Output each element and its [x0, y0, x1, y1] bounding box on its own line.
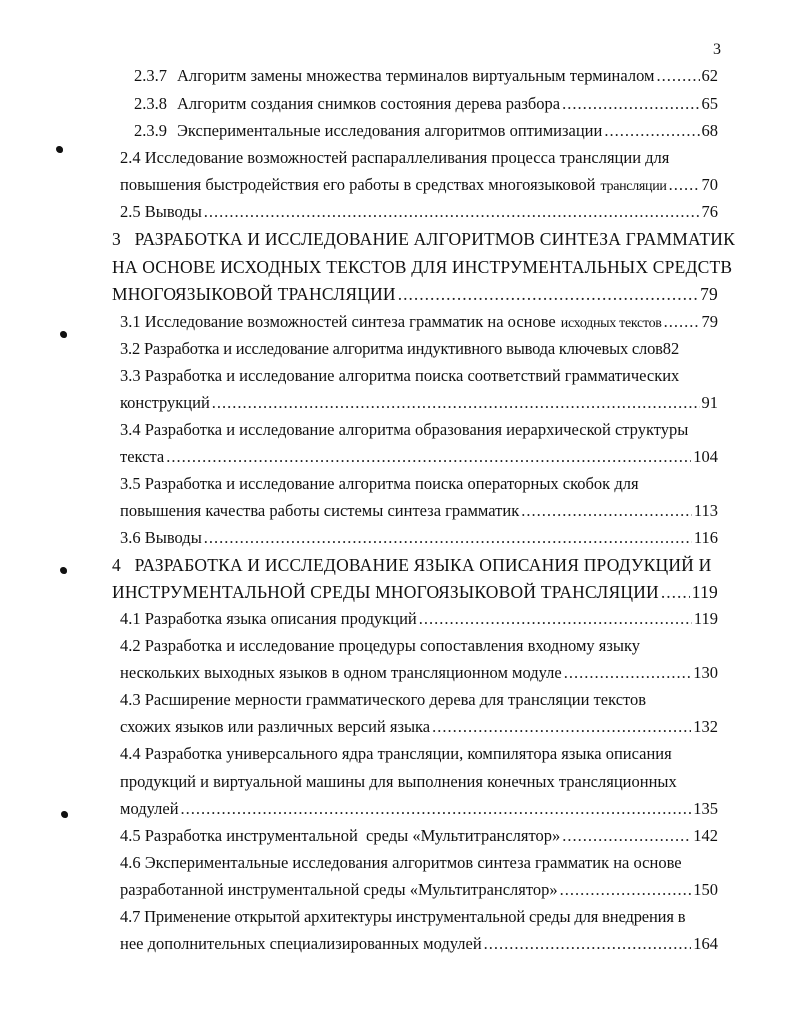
toc-entry-page: 82 [662, 339, 680, 358]
toc-entry-title: 3 РАЗРАБОТКА И ИССЛЕДОВАНИЕ АЛГОРИТМОВ СИНТЕЗА ГРАММАТИК [112, 229, 735, 249]
toc-entry-page: 142 [693, 826, 718, 845]
dot-leader [564, 660, 692, 686]
dot-leader [562, 823, 691, 849]
toc-entry-page: 70 [701, 175, 718, 194]
toc-entry-title: нее дополнительных специализированных модулей [120, 934, 482, 953]
toc-entry-title: повышения быстродействия его работы в средствах многоязыковой [120, 175, 596, 194]
toc-entry-3-2[interactable] [120, 336, 718, 362]
dot-leader [521, 498, 692, 524]
dot-leader [432, 714, 691, 740]
toc-entry-title: повышения качества работы системы синтеза грамматик [120, 501, 520, 520]
dot-leader [604, 118, 699, 144]
toc-entry-page: 164 [693, 934, 718, 953]
toc-entry-number: 2.3.9 [134, 121, 167, 140]
toc-entry-title: 4.1 Разработка языка описания продукций [120, 609, 417, 628]
toc-entry-page: 132 [693, 717, 718, 736]
toc-entry-title: 2.5 Выводы [120, 202, 202, 221]
toc-entry-title: 3.6 Выводы [120, 528, 202, 547]
toc-entry-page: 113 [693, 501, 718, 520]
toc-entry-page: 65 [701, 94, 718, 113]
toc-entry-2-3-8[interactable] [134, 91, 718, 117]
dot-leader [661, 579, 690, 605]
toc-entry-title: 4.2 Разработка и исследование процедуры сопоставления входному языку [120, 636, 641, 655]
toc-entry-title: продукций и виртуальной машины для выполнения конечных трансляционных [120, 772, 677, 791]
toc-entry-page: 119 [691, 582, 718, 602]
toc-entry-title: трансляции [600, 179, 667, 194]
toc-entry-title: исходных текстов [560, 316, 662, 331]
toc-entry-title: 3.1 Исследование возможностей синтеза грамматик на основе [120, 312, 556, 331]
dot-leader [204, 199, 700, 225]
toc-entry-2-3-7[interactable] [134, 63, 718, 89]
toc-entry-page: 76 [701, 202, 718, 221]
toc-entry-title: Экспериментальные исследования алгоритмов оптимизации [177, 121, 603, 140]
toc-entry-title: 3.5 Разработка и исследование алгоритма поиска операторных скобок для [120, 474, 639, 493]
margin-speck [60, 331, 67, 338]
dot-leader [166, 444, 691, 470]
toc-entry-title: 4.6 Экспериментальные исследования алгоритмов синтеза грамматик на основе [120, 853, 682, 872]
dot-leader [204, 525, 692, 551]
dot-leader [419, 606, 692, 632]
toc-entry-title: 3.3 Разработка и исследование алгоритма поиска соответствий грамматических [120, 366, 680, 385]
toc-entry-title: разработанной инструментальной среды «Мультитранслятор» [120, 880, 558, 899]
toc-entry-page: 91 [701, 393, 718, 412]
dot-leader [212, 390, 700, 416]
toc-entry-title: 3.2 Разработка и исследование алгоритма индуктивного вывода ключевых слов [120, 339, 663, 358]
toc-entry-page: 135 [693, 799, 718, 818]
toc-entry-title: 2.4 Исследование возможностей распараллеливания процесса трансляции для [120, 148, 670, 167]
toc-entry-page: 62 [701, 66, 718, 85]
toc-entry-title: Алгоритм создания снимков состояния дерева разбора [177, 94, 561, 113]
toc-entry-4-1[interactable] [120, 606, 718, 632]
toc-entry-title: текста [120, 447, 165, 466]
dot-leader [669, 172, 700, 198]
toc-entry-4-5[interactable] [120, 823, 718, 849]
toc-entry-title: 4 РАЗРАБОТКА И ИССЛЕДОВАНИЕ ЯЗЫКА ОПИСАНИЯ ПРОДУКЦИЙ И [112, 555, 712, 575]
page-number: 3 [713, 41, 721, 58]
margin-speck [60, 567, 67, 574]
toc-entry-title: конструкций [120, 393, 210, 412]
toc-entry-page: 68 [701, 121, 718, 140]
toc-entry-number: 2.3.7 [134, 66, 167, 85]
toc-entry-title: ИНСТРУМЕНТАЛЬНОЙ СРЕДЫ МНОГОЯЗЫКОВОЙ ТРАНСЛЯЦИИ [112, 582, 659, 602]
toc-entry-page: 130 [693, 663, 718, 682]
dot-leader [484, 931, 692, 957]
dot-leader [560, 877, 692, 903]
toc-entry-page: 116 [693, 528, 718, 547]
margin-speck [61, 811, 68, 818]
toc-entry-title: схожих языков или различных версий языка [120, 717, 431, 736]
toc-entry-title: 4.5 Разработка инструментальной среды «Мультитранслятор» [120, 826, 561, 845]
dot-leader [181, 796, 692, 822]
dot-leader [664, 309, 700, 335]
toc-entry-title: МНОГОЯЗЫКОВОЙ ТРАНСЛЯЦИИ [112, 284, 396, 304]
toc-entry-3-1[interactable] [120, 309, 718, 335]
toc-entry-3-6[interactable] [120, 525, 718, 551]
toc-entry-page: 79 [700, 284, 718, 304]
toc-entry-page: 150 [693, 880, 718, 899]
dot-leader [398, 281, 698, 307]
toc-entry-title: 4.4 Разработка универсального ядра трансляции, компилятора языка описания [120, 744, 672, 763]
toc-entry-page: 104 [693, 447, 718, 466]
toc-entry-page: 119 [693, 609, 718, 628]
dot-leader [562, 91, 699, 117]
toc-entry-title: 4.3 Расширение мерности грамматического дерева для трансляции текстов [120, 690, 647, 709]
toc-entry-title: 4.7 Применение открытой архитектуры инструментальной среды для внедрения в [120, 907, 686, 926]
toc-entry-2-3-9[interactable] [134, 118, 718, 144]
toc-entry-page: 79 [701, 312, 718, 331]
toc-entry-title: нескольких выходных языков в одном трансляционном модуле [120, 663, 562, 682]
toc-entry-title: НА ОСНОВЕ ИСХОДНЫХ ТЕКСТОВ ДЛЯ ИНСТРУМЕНТАЛЬНЫХ СРЕДСТВ [112, 257, 733, 277]
margin-speck [56, 146, 63, 153]
toc-entry-title: Алгоритм замены множества терминалов виртуальным терминалом [177, 66, 655, 85]
toc-entry-2-5[interactable] [120, 199, 718, 225]
toc-entry-title: 3.4 Разработка и исследование алгоритма образования иерархической структуры [120, 420, 689, 439]
toc-entry-number: 2.3.8 [134, 94, 167, 113]
dot-leader [656, 63, 699, 89]
toc-entry-title: модулей [120, 799, 179, 818]
